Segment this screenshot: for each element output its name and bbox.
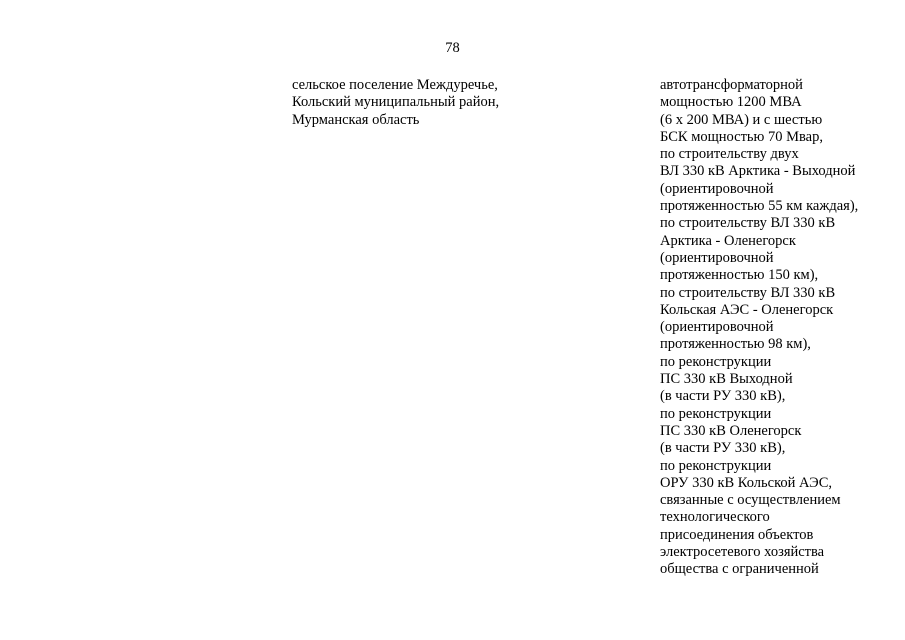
description-line: электросетевого хозяйства [660, 544, 825, 561]
description-line: (в части РУ 330 кВ), [660, 388, 786, 405]
page-number: 78 [445, 40, 460, 56]
location-column [292, 77, 499, 129]
description-line: присоединения объектов [660, 526, 814, 543]
location-line: сельское поселение Междуречье, [292, 77, 498, 93]
description-line: по строительству двух [660, 146, 799, 163]
description-line: по реконструкции [660, 405, 772, 422]
description-line: протяженностью 98 км), [660, 336, 811, 353]
description-line: ПС 330 кВ Выходной [660, 371, 793, 388]
description-line: (в части РУ 330 кВ), [660, 440, 786, 457]
description-line: связанные с осуществлением [660, 492, 841, 509]
description-line: автотрансформаторной [660, 77, 803, 93]
description-line: ОРУ 330 кВ Кольской АЭС, [660, 474, 832, 491]
description-line: по реконструкции [660, 457, 772, 474]
description-line: технологического [660, 509, 770, 526]
description-line: ПС 330 кВ Оленегорск [660, 422, 802, 439]
location-line: Мурманская область [292, 111, 420, 128]
description-line: (6 х 200 МВА) и с шестью [660, 111, 823, 128]
description-line: (ориентировочной [660, 249, 774, 266]
description-line: общества с ограниченной [660, 561, 819, 578]
description-line: протяженностью 150 км), [660, 267, 819, 284]
description-line: (ориентировочной [660, 319, 774, 336]
description-line: (ориентировочной [660, 180, 774, 197]
description-line: мощностью 1200 МВА [660, 94, 802, 111]
description-line: ВЛ 330 кВ Арктика - Выходной [660, 163, 856, 180]
description-line: БСК мощностью 70 Мвар, [660, 128, 823, 145]
location-line: Кольский муниципальный район, [292, 94, 500, 111]
description-line: по реконструкции [660, 353, 772, 370]
description-line: протяженностью 55 км каждая), [660, 198, 859, 215]
description-line: Кольская АЭС - Оленегорск [660, 301, 834, 318]
description-line: по строительству ВЛ 330 кВ [660, 284, 836, 301]
description-line: Арктика - Оленегорск [660, 232, 796, 249]
description-line: по строительству ВЛ 330 кВ [660, 215, 836, 232]
description-column [660, 77, 858, 579]
